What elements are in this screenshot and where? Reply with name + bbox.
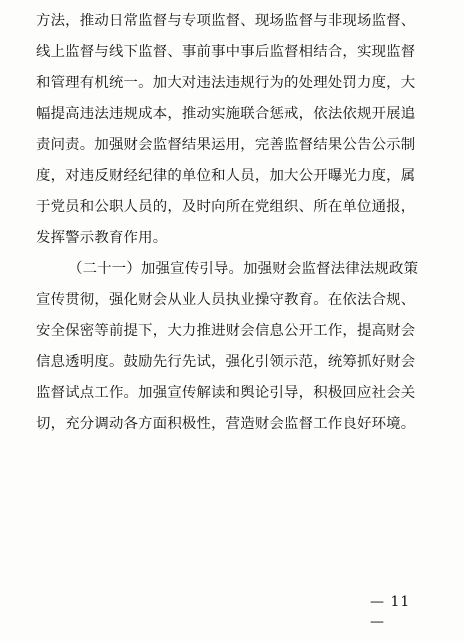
paragraph-2-line-6: 切，充分调动各方面积极性，营造财会监督工作良好环境。 [36, 416, 416, 432]
paragraph-1-line-2: 线上监督与线下监督、事前事中事后监督相结合，实现监督 [36, 44, 416, 60]
paragraph-2-line-3: 安全保密等前提下，大力推进财会信息公开工作，提高财会 [36, 323, 416, 339]
paragraph-1-line-1: 方法，推动日常监督与专项监督、现场监督与非现场监督、 [36, 13, 416, 29]
paragraph-1-line-5: 责问责。加强财会监督结果运用，完善监督结果公告公示制 [36, 137, 416, 153]
paragraph-1-line-4: 幅提高违法违规成本，推动实施联合惩戒，依法依规开展追 [36, 106, 416, 122]
paragraph-2-line-1: （二十一）加强宣传引导。加强财会监督法律法规政策 [68, 261, 419, 277]
paragraph-2-line-5: 监督试点工作。加强宣传解读和舆论引导，积极回应社会关 [36, 385, 416, 401]
paragraph-1-line-3: 和管理有机统一。加大对违法违规行为的处理处罚力度，大 [36, 75, 416, 91]
paragraph-2-line-4: 信息透明度。鼓励先行先试，强化引领示范，统筹抓好财会 [36, 354, 416, 370]
paragraph-1-line-8: 发挥警示教育作用。 [36, 230, 168, 246]
paragraph-2-line-2: 宣传贯彻，强化财会从业人员执业操守教育。在依法合规、 [36, 292, 416, 308]
paragraph-1-line-6: 度，对违反财经纪律的单位和人员，加大公开曝光力度，属 [36, 168, 416, 184]
paragraph-1-line-7: 于党员和公职人员的，及时向所在党组织、所在单位通报， [36, 199, 416, 215]
page-number: — 11 — [370, 594, 411, 630]
